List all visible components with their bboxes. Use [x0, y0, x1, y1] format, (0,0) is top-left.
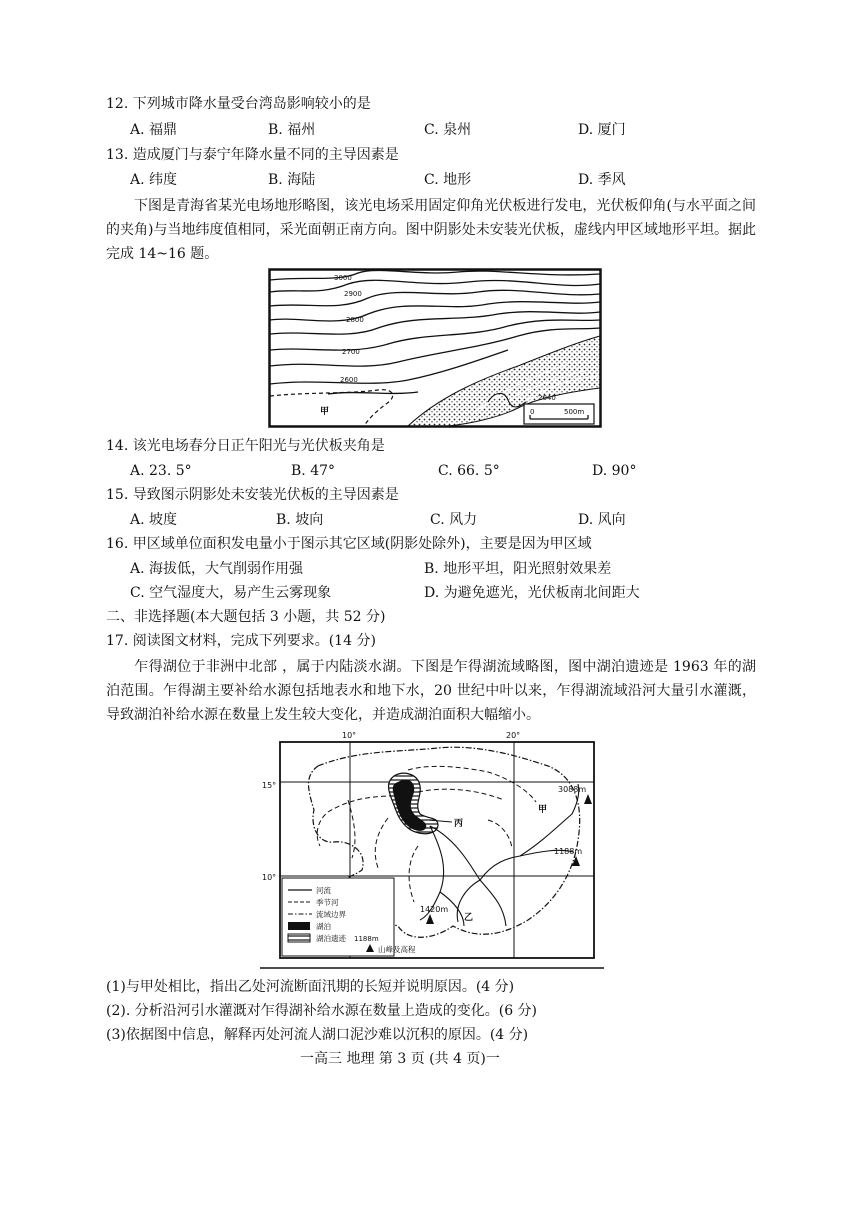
- q17-sub-3: (3)依据图中信息，解释丙处河流人湖口泥沙难以沉积的原因。(4 分): [106, 1027, 529, 1043]
- peak-label-1188: 1188m: [554, 847, 583, 856]
- q16-option-b: B. 地形平坦，阳光照射效果差: [424, 561, 612, 577]
- intro-14-16: [106, 194, 756, 266]
- lake-chad-map: [258, 730, 604, 972]
- legend-peak-height: 1188m: [354, 935, 379, 943]
- legend-lake: 湖泊: [316, 922, 331, 931]
- q16-stem: 16. 甲区域单位面积发电量小于图示其它区域(阴影处除外)，主要是因为甲区域: [106, 536, 592, 552]
- section-2-heading: 二、非选择题(本大题包括 3 小题，共 52 分): [106, 609, 386, 625]
- contour-label-2640: 2640: [538, 394, 556, 402]
- q13-option-c: C. 地形: [424, 172, 472, 188]
- q14-option-a: A. 23. 5°: [130, 463, 192, 479]
- q17-intro-text: 乍得湖位于非洲中北部 ，属于内陆淡水湖。下图是乍得湖流域略图，图中湖泊遗迹是 1963 年的湖泊范围。乍得湖主要补给水源包括地表水和地下水，20 世纪中叶以来，乍得湖流域沿河大量引水灌溉，导致湖泊补给水源在数量上发生较大变化，并造成湖泊面积大幅缩小。: [106, 659, 756, 723]
- place-jia: 甲: [320, 407, 330, 417]
- q14-option-d: D. 90°: [592, 463, 637, 479]
- lat-label-10: 10°: [262, 873, 277, 882]
- contour-label-2700: 2700: [342, 348, 360, 356]
- q12-option-a: A. 福鼎: [130, 122, 178, 138]
- intro-14-16-text: 下图是青海省某光电场地形略图，该光电场采用固定仰角光伏板进行发电，光伏板仰角(与水平面之间的夹角)与当地纬度值相同，采光面朝正南方向。图中阴影处未安装光伏板，虚线内甲区域地形平坦。据此完成 14~16 题。: [106, 198, 756, 262]
- q12-option-d: D. 厦门: [578, 122, 626, 138]
- q13-stem: 13. 造成厦门与泰宁年降水量不同的主导因素是: [106, 147, 399, 163]
- place-jia: 甲: [538, 805, 548, 815]
- q16-option-c: C. 空气湿度大，易产生云雾现象: [130, 585, 332, 601]
- place-bing: 丙: [454, 819, 464, 829]
- q12-option-c: C. 泉州: [424, 122, 472, 138]
- q12-option-b: B. 福州: [268, 122, 316, 138]
- contour-label-2800: 2800: [346, 316, 364, 324]
- place-yi: 乙: [464, 913, 474, 923]
- lon-label-10: 10°: [342, 731, 357, 740]
- q15-stem: 15. 导致图示阴影处未安装光伏板的主导因素是: [106, 487, 399, 503]
- legend-lake-remnant: 湖泊遗迹: [316, 934, 346, 943]
- legend-peak: 山峰及高程: [378, 945, 416, 954]
- contour-label-2900: 2900: [344, 290, 362, 298]
- q14-option-b: B. 47°: [291, 463, 336, 479]
- q16-option-d: D. 为避免遮光，光伏板南北间距大: [424, 585, 640, 601]
- contour-label-2600: 2600: [340, 376, 358, 384]
- q17-sub-1: (1)与甲处相比，指出乙处河流断面汛期的长短并说明原因。(4 分): [106, 979, 515, 995]
- q15-option-c: C. 风力: [430, 512, 478, 528]
- legend-seasonal-river: 季节河: [316, 898, 339, 907]
- q15-option-d: D. 风向: [578, 512, 626, 528]
- page-footer: 一高三 地理 第 3 页 (共 4 页)一: [300, 1051, 500, 1067]
- q17-intro: [106, 655, 756, 727]
- peak-label-3088: 3088m: [558, 785, 587, 794]
- scale-zero: 0: [530, 408, 535, 416]
- q14-stem: 14. 该光电场春分日正午阳光与光伏板夹角是: [106, 438, 385, 454]
- q17-stem: 17. 阅读图文材料，完成下列要求。(14 分): [106, 633, 376, 649]
- q12-stem: 12. 下列城市降水量受台湾岛影响较小的是: [106, 96, 371, 112]
- terrain-map: [268, 268, 602, 428]
- scale-500m: 500m: [564, 408, 585, 416]
- q14-option-c: C. 66. 5°: [438, 463, 500, 479]
- peak-label-1420: 1420m: [420, 905, 449, 914]
- q15-option-b: B. 坡向: [276, 512, 324, 528]
- q13-option-b: B. 海陆: [268, 172, 316, 188]
- q15-option-a: A. 坡度: [130, 512, 178, 528]
- q16-option-a: A. 海拔低，大气削弱作用强: [130, 561, 304, 577]
- contour-label-3000: 3000: [334, 274, 352, 282]
- lat-label-15: 15°: [262, 781, 277, 790]
- q13-option-a: A. 纬度: [130, 172, 178, 188]
- lon-label-20: 20°: [506, 731, 521, 740]
- legend-basin-boundary: 流域边界: [316, 910, 346, 919]
- q17-sub-2: (2). 分析沿河引水灌溉对乍得湖补给水源在数量上造成的变化。(6 分): [106, 1003, 538, 1019]
- q13-option-d: D. 季风: [578, 172, 626, 188]
- legend-river: 河流: [316, 886, 331, 895]
- scale-bar: [524, 404, 594, 424]
